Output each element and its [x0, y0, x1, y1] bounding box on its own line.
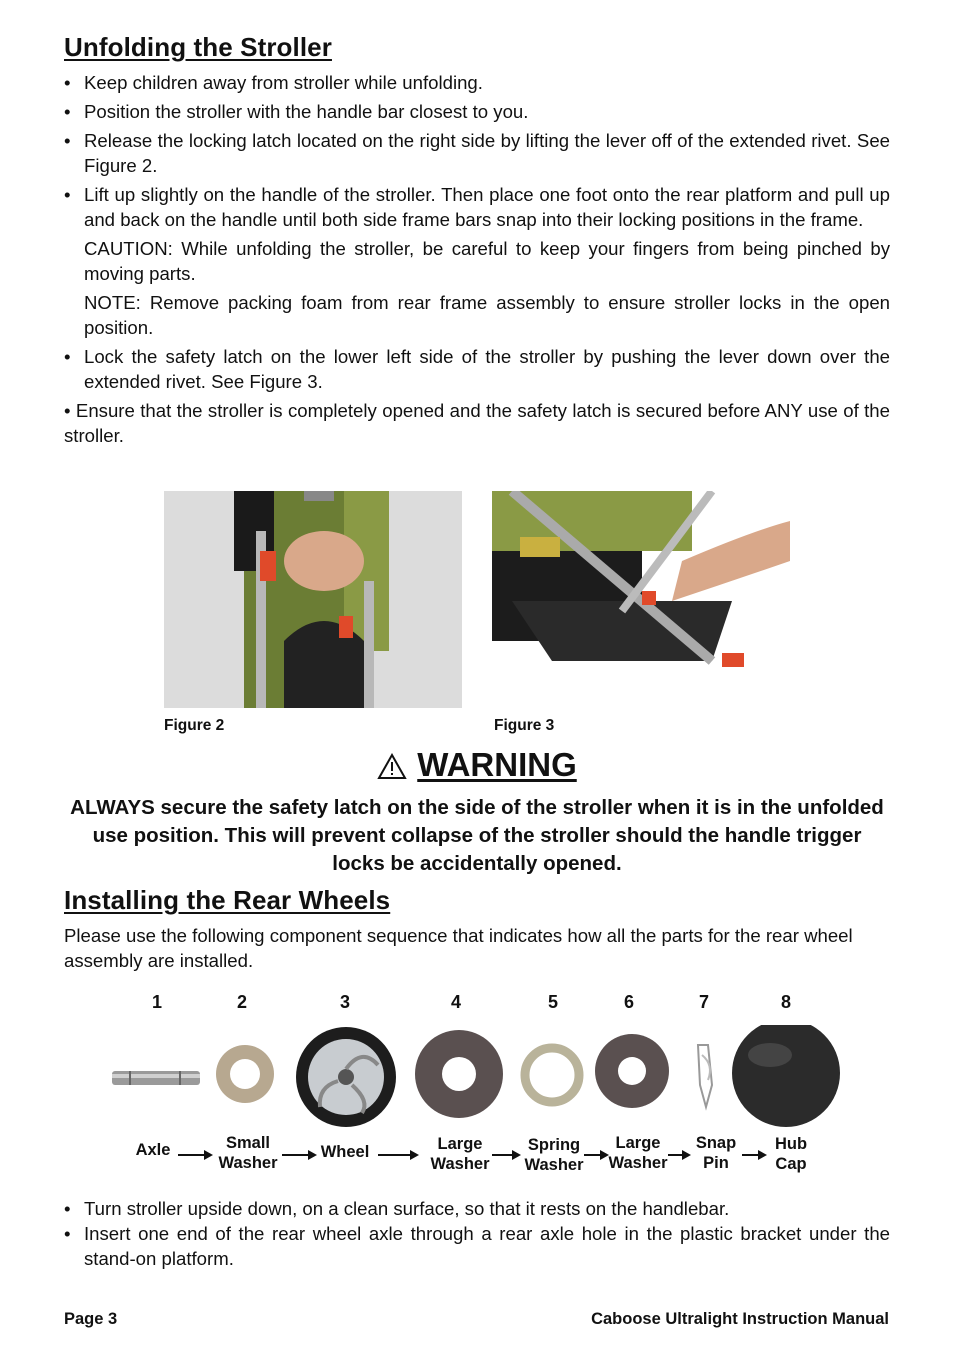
page-number: Page 3: [64, 1310, 118, 1328]
note-text: NOTE: Remove packing foam from rear frame assembly to ensure stroller locks in the open position.: [84, 292, 890, 338]
hub-cap-icon: [732, 1025, 840, 1127]
list-item: • Keep children away from stroller while unfolding.: [64, 70, 890, 95]
safety-latch-photo: [492, 491, 790, 708]
section-title-unfolding: Unfolding the Stroller: [64, 32, 332, 62]
list-item: • Lift up slightly on the handle of the stroller. Then place one foot onto the rear platform and pull up and back on the handle until both side frame bars snap into their locking positions in the frame. CAUTION: While unfolding the stroller, be careful to keep your fingers from being pinched by moving parts. NOTE: Remove packing foam from rear frame assembly to ensure stroller locks in the open position.: [64, 182, 890, 340]
figure-2-image: [164, 491, 462, 708]
part-label-large-washer: Large Washer: [430, 1135, 490, 1173]
small-washer-icon: [216, 1045, 274, 1103]
sequence-number: 8: [781, 992, 792, 1012]
list-item: • Release the locking latch located on the right side by lifting the lever off of the extended rivet. See Figure 2.: [64, 128, 890, 178]
part-label-hub-cap: Hub Cap: [774, 1135, 808, 1173]
snap-pin-icon: [698, 1045, 712, 1107]
arrow-right-icon: [378, 1148, 420, 1162]
spring-washer-icon: [525, 1048, 579, 1102]
large-washer-icon: [595, 1034, 669, 1108]
list-item: • Ensure that the stroller is completely opened and the safety latch is secured before ANY use of the stroller.: [64, 400, 890, 446]
arrow-right-icon: [584, 1148, 610, 1162]
wheel-icon: [296, 1027, 396, 1127]
warning-body: ALWAYS secure the safety latch on the side of the stroller when it is in the unfolded use position. This will prevent collapse of the stroller should the handle trigger locks be accidentally opened.: [70, 796, 884, 875]
part-label-wheel: Wheel: [320, 1143, 370, 1161]
rear-wheels-bullet-list: [64, 1196, 890, 1275]
stroller-latch-photo: [164, 491, 462, 708]
warning-triangle-icon: [377, 753, 407, 780]
section-title-rear-wheels: Installing the Rear Wheels: [64, 885, 391, 915]
part-label-large-washer-2: Large Washer: [608, 1134, 668, 1172]
large-washer-icon: [415, 1030, 503, 1118]
figure-2-caption: Figure 2: [164, 717, 225, 734]
list-item: • Position the stroller with the handle bar closest to you.: [64, 99, 890, 124]
parts-illustration: [100, 1025, 850, 1135]
figure-3-caption: Figure 3: [494, 717, 555, 734]
figure-3-image: [492, 491, 790, 708]
caution-text: CAUTION: While unfolding the stroller, be careful to keep your fingers from being pinched by moving parts.: [84, 238, 890, 284]
arrow-right-icon: [492, 1148, 522, 1162]
sequence-number: 7: [699, 992, 710, 1012]
sequence-number: 6: [624, 992, 635, 1012]
axle-icon: [112, 1071, 200, 1085]
list-item: • Turn stroller upside down, on a clean surface, so that it rests on the handlebar.: [64, 1196, 890, 1221]
arrow-right-icon: [178, 1148, 214, 1162]
manual-title: Caboose Ultralight Instruction Manual: [591, 1310, 889, 1328]
list-item: • Lock the safety latch on the lower left side of the stroller by pushing the lever down over the extended rivet. See Figure 3.: [64, 344, 890, 394]
part-label-axle: Axle: [135, 1141, 171, 1159]
sequence-number: 3: [340, 992, 351, 1012]
part-label-small-washer: Small Washer: [218, 1134, 278, 1172]
list-item: • Insert one end of the rear wheel axle through a rear axle hole in the plastic bracket under the stand-on platform.: [64, 1221, 890, 1271]
part-label-snap-pin: Snap Pin: [695, 1134, 737, 1172]
rear-wheels-intro: Please use the following component sequence that indicates how all the parts for the rear wheel assembly are installed.: [64, 925, 853, 971]
sequence-number: 2: [237, 992, 248, 1012]
warning-heading: WARNING: [0, 746, 954, 784]
sequence-number: 4: [451, 992, 462, 1012]
arrow-right-icon: [668, 1148, 692, 1162]
arrow-right-icon: [742, 1148, 768, 1162]
sequence-number: 1: [152, 992, 163, 1012]
unfolding-bullet-list: [64, 70, 890, 452]
arrow-right-icon: [282, 1148, 318, 1162]
part-label-spring-washer: Spring Washer: [524, 1136, 584, 1174]
sequence-number: 5: [548, 992, 559, 1012]
